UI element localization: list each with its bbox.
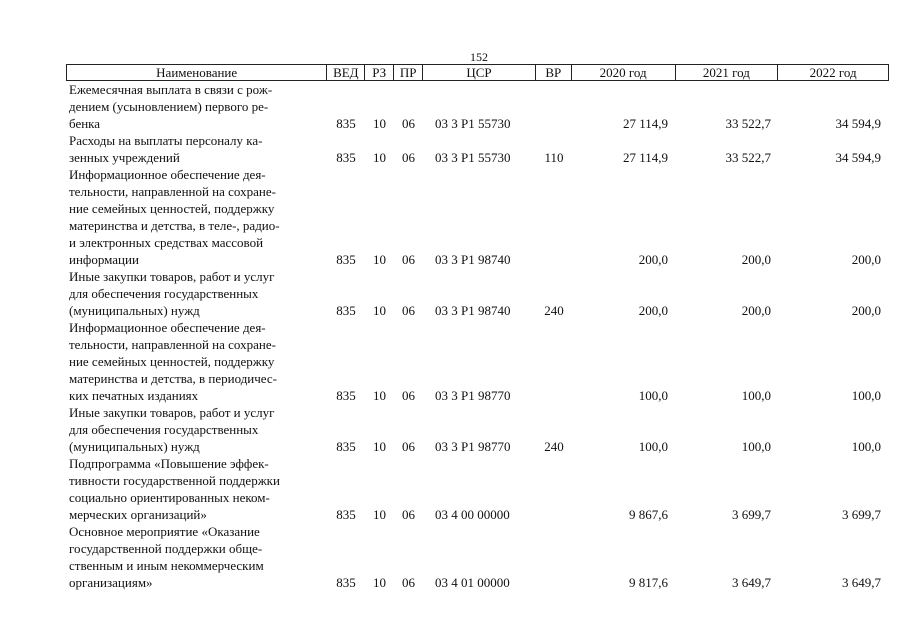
row-pr: 06 xyxy=(402,252,415,267)
header-vr: ВР xyxy=(536,65,572,80)
table-header xyxy=(66,64,889,81)
row-ved: 835 xyxy=(336,252,356,267)
row-2022: 100,0 xyxy=(851,388,881,403)
row-pr: 06 xyxy=(402,507,415,522)
row-ved: 835 xyxy=(336,439,356,454)
row-ved: 835 xyxy=(336,150,356,165)
row-csr: 03 3 Р1 55730 xyxy=(435,150,511,165)
row-pr: 06 xyxy=(402,575,415,590)
row-2020: 27 114,9 xyxy=(622,150,668,165)
row-csr: 03 3 Р1 55730 xyxy=(435,116,511,131)
row-name: Расходы на выплаты персоналу ка- зенных учреждений xyxy=(69,133,263,165)
row-pr: 06 xyxy=(402,116,415,131)
table-row xyxy=(66,455,889,523)
row-rz: 10 xyxy=(373,388,386,403)
row-name: Ежемесячная выплата в связи с рож- дением (усыновлением) первого ре- бенка xyxy=(69,82,273,131)
row-2020: 9 867,6 xyxy=(629,507,668,522)
row-name: Основное мероприятие «Оказание государственной поддержки обще- ственным и иным некоммерческим организациям» xyxy=(69,524,264,590)
table-row xyxy=(66,404,889,455)
row-vr: 110 xyxy=(544,150,564,165)
row-ved: 835 xyxy=(336,388,356,403)
row-2021: 100,0 xyxy=(741,388,771,403)
row-2021: 200,0 xyxy=(741,303,771,318)
row-csr: 03 3 Р1 98770 xyxy=(435,439,511,454)
header-2021: 2021 год xyxy=(676,65,779,80)
row-name: Иные закупки товаров, работ и услуг для обеспечения государственных (муниципальных) нужд xyxy=(69,269,275,318)
row-ved: 835 xyxy=(336,575,356,590)
budget-table xyxy=(66,64,889,591)
row-rz: 10 xyxy=(373,252,386,267)
row-2022: 34 594,9 xyxy=(835,116,881,131)
row-csr: 03 4 00 00000 xyxy=(435,507,510,522)
row-2020: 100,0 xyxy=(638,439,668,454)
row-vr: 240 xyxy=(544,439,564,454)
row-2022: 3 699,7 xyxy=(842,507,881,522)
header-rz: РЗ xyxy=(365,65,394,80)
row-2021: 100,0 xyxy=(741,439,771,454)
header-pr: ПР xyxy=(394,65,423,80)
row-rz: 10 xyxy=(373,116,386,131)
row-2022: 200,0 xyxy=(851,252,881,267)
table-row xyxy=(66,166,889,268)
row-2022: 100,0 xyxy=(851,439,881,454)
table-body xyxy=(66,81,889,591)
row-csr: 03 3 Р1 98740 xyxy=(435,303,511,318)
row-2022: 3 649,7 xyxy=(842,575,881,590)
row-2020: 200,0 xyxy=(638,252,668,267)
row-name: Информационное обеспечение дея- тельности, направленной на сохране- ние семейных ценностей, поддержку материнства и детства, в теле-, радио- и электронных средствах массовой информации xyxy=(69,167,280,267)
row-2021: 33 522,7 xyxy=(725,150,771,165)
row-rz: 10 xyxy=(373,439,386,454)
row-pr: 06 xyxy=(402,303,415,318)
row-2022: 34 594,9 xyxy=(835,150,881,165)
row-pr: 06 xyxy=(402,388,415,403)
row-2020: 27 114,9 xyxy=(622,116,668,131)
row-2021: 3 699,7 xyxy=(732,507,771,522)
page-number: 152 xyxy=(470,50,488,64)
table-row xyxy=(66,523,889,591)
row-2020: 200,0 xyxy=(638,303,668,318)
row-2021: 33 522,7 xyxy=(725,116,771,131)
row-ved: 835 xyxy=(336,507,356,522)
row-2020: 100,0 xyxy=(638,388,668,403)
row-pr: 06 xyxy=(402,150,415,165)
row-2021: 200,0 xyxy=(741,252,771,267)
row-ved: 835 xyxy=(336,303,356,318)
header-name: Наименование xyxy=(67,65,327,80)
row-rz: 10 xyxy=(373,303,386,318)
header-2020: 2020 год xyxy=(572,65,676,80)
header-ved: ВЕД xyxy=(327,65,365,80)
row-rz: 10 xyxy=(373,575,386,590)
row-rz: 10 xyxy=(373,150,386,165)
table-row xyxy=(66,268,889,319)
row-csr: 03 3 Р1 98770 xyxy=(435,388,511,403)
row-name: Информационное обеспечение дея- тельности, направленной на сохране- ние семейных ценностей, поддержку материнства и детства, в периодичес- ких печатных изданиях xyxy=(69,320,277,403)
row-csr: 03 3 Р1 98740 xyxy=(435,252,511,267)
row-name: Подпрограмма «Повышение эффек- тивности государственной поддержки социально ориентированных неком- мерческих организаций» xyxy=(69,456,280,522)
row-rz: 10 xyxy=(373,507,386,522)
header-csr: ЦСР xyxy=(423,65,536,80)
row-2020: 9 817,6 xyxy=(629,575,668,590)
row-name: Иные закупки товаров, работ и услуг для обеспечения государственных (муниципальных) нужд xyxy=(69,405,275,454)
header-2022: 2022 год xyxy=(809,65,857,80)
row-2022: 200,0 xyxy=(851,303,881,318)
row-ved: 835 xyxy=(336,116,356,131)
table-row xyxy=(66,132,889,166)
row-2021: 3 649,7 xyxy=(732,575,771,590)
table-row xyxy=(66,319,889,404)
row-csr: 03 4 01 00000 xyxy=(435,575,510,590)
table-row xyxy=(66,81,889,132)
row-vr: 240 xyxy=(544,303,564,318)
row-pr: 06 xyxy=(402,439,415,454)
